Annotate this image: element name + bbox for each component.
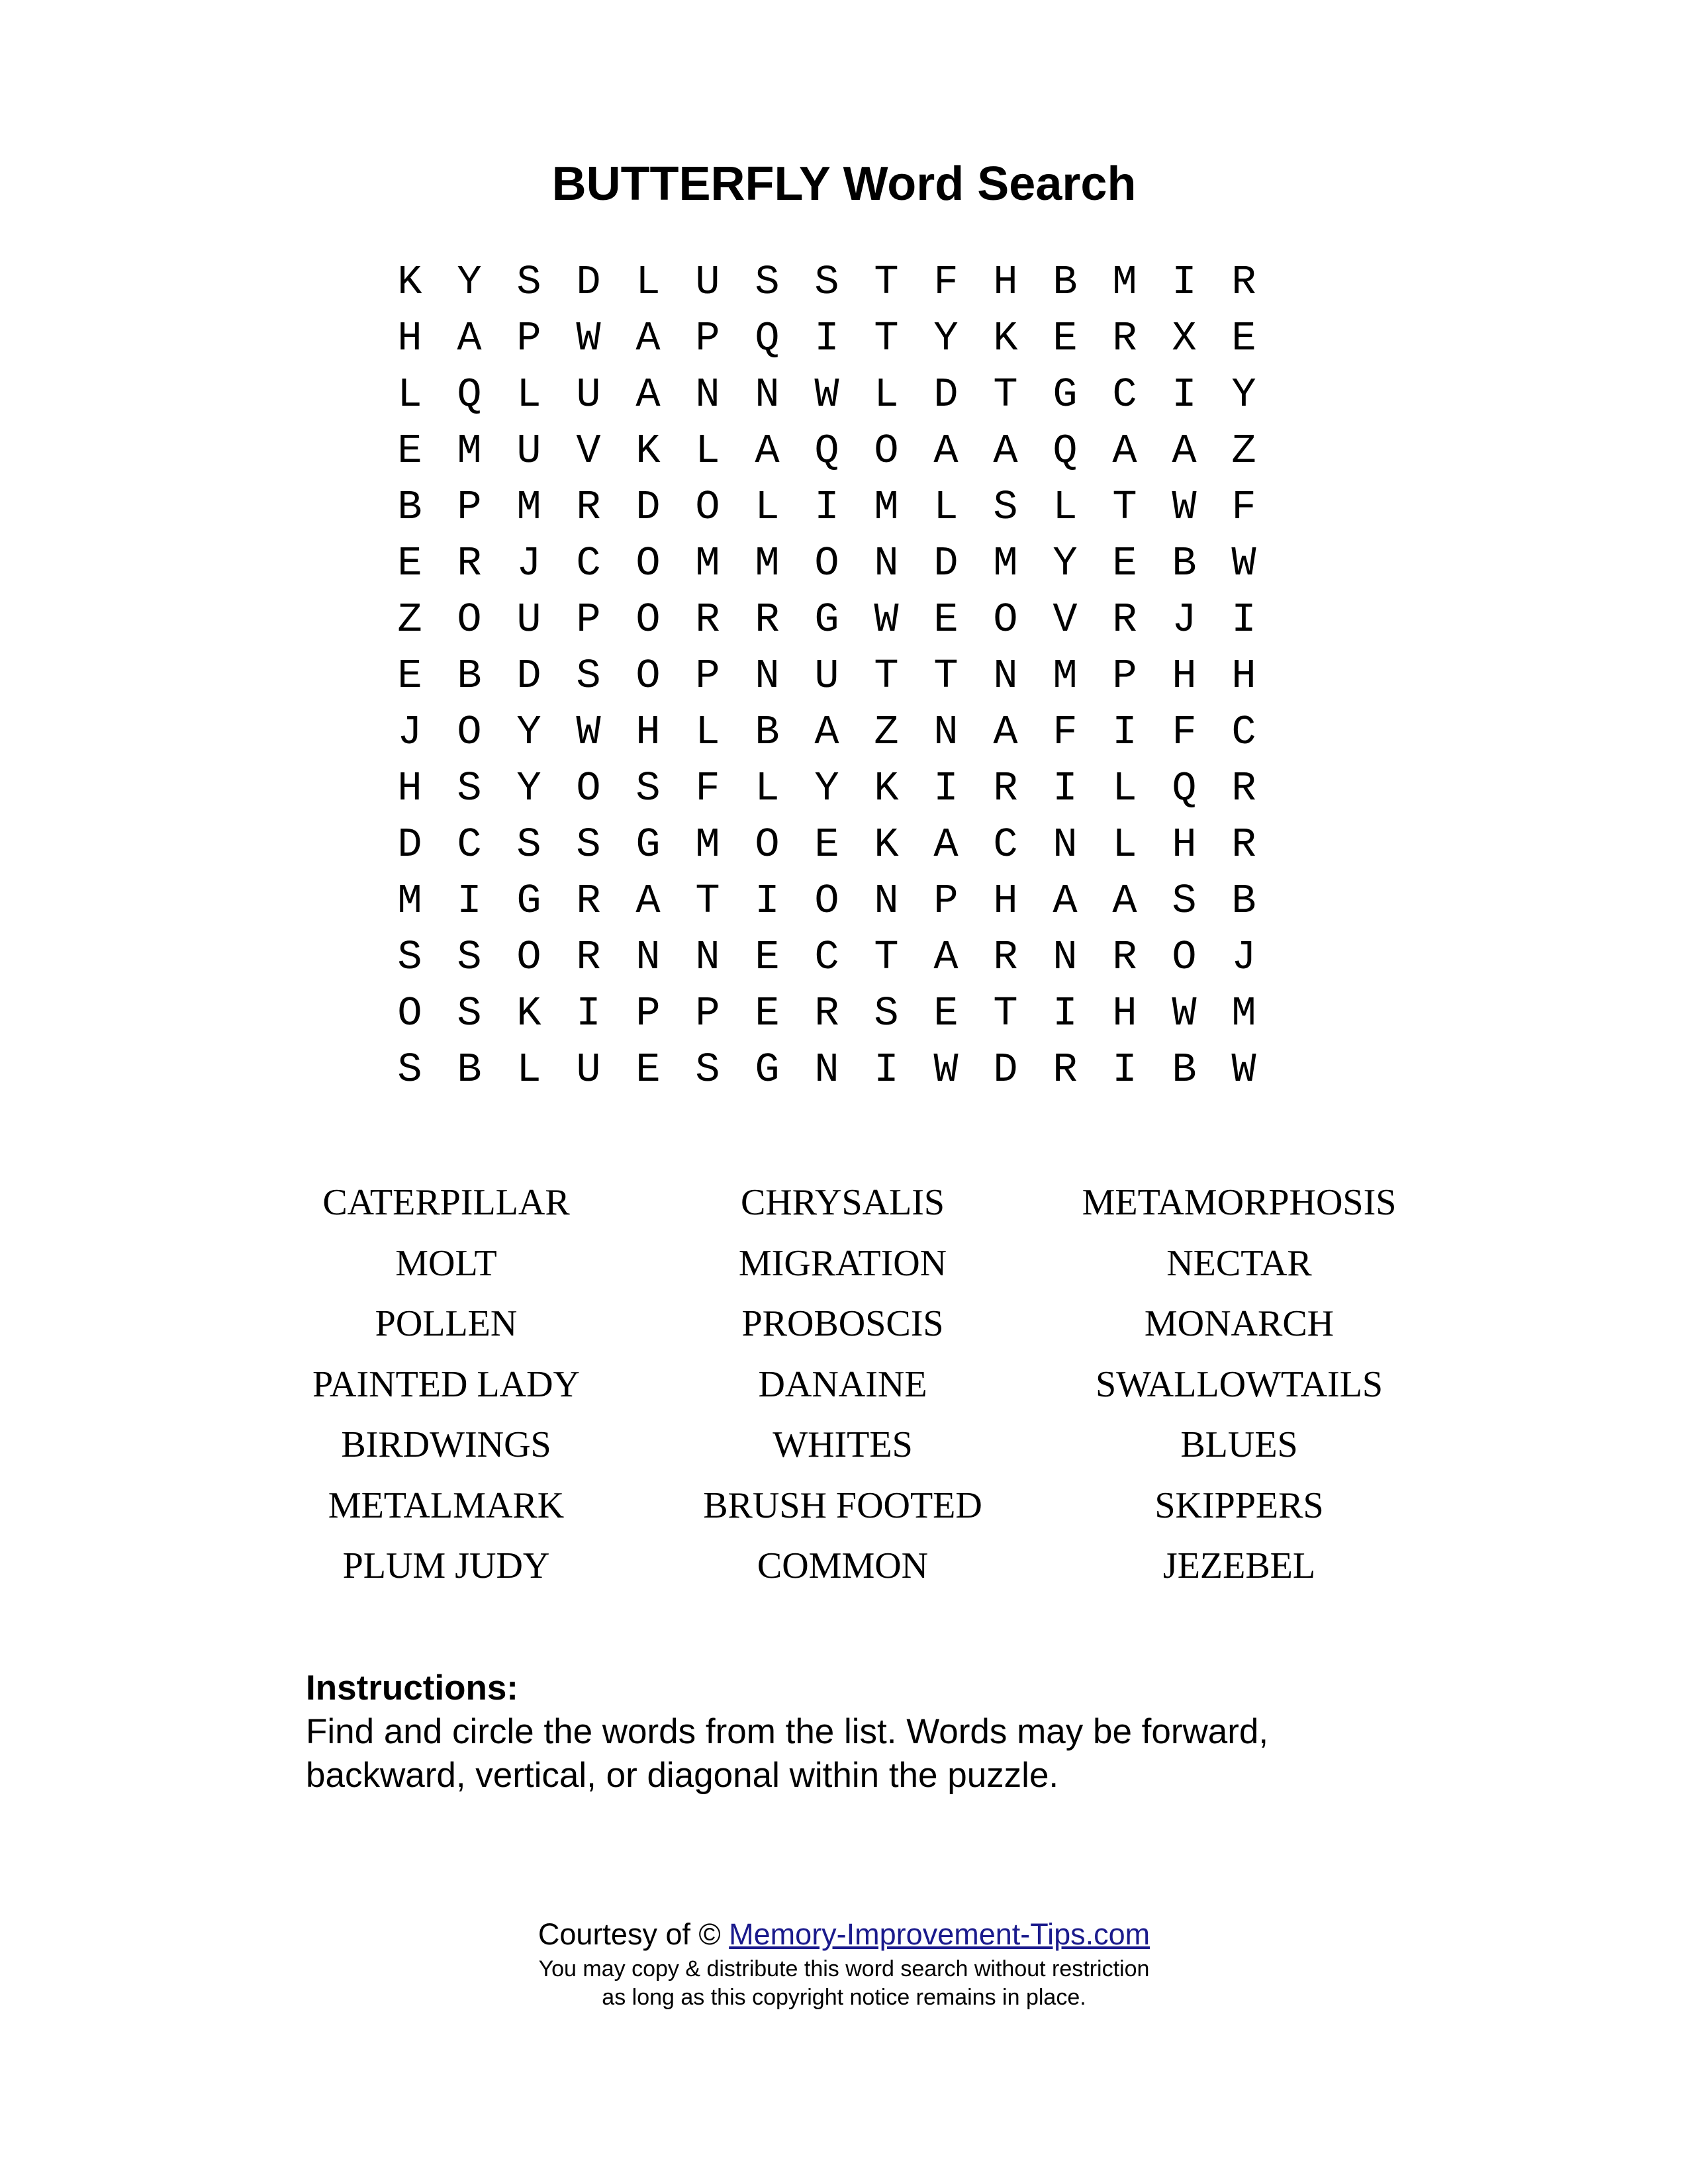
- grid-letter[interactable]: A: [993, 428, 1018, 475]
- grid-letter[interactable]: M: [397, 878, 422, 925]
- grid-letter[interactable]: L: [1112, 765, 1137, 812]
- grid-letter[interactable]: S: [1172, 878, 1197, 925]
- grid-letter[interactable]: E: [397, 428, 422, 475]
- grid-letter[interactable]: O: [635, 540, 661, 587]
- grid-letter[interactable]: H: [1172, 653, 1197, 700]
- grid-letter[interactable]: H: [993, 259, 1018, 306]
- grid-row: [380, 929, 1552, 985]
- grid-letter[interactable]: I: [933, 765, 959, 812]
- grid-letter[interactable]: G: [1053, 371, 1078, 418]
- grid-letter[interactable]: B: [1172, 1046, 1197, 1093]
- grid-letter[interactable]: M: [1112, 259, 1137, 306]
- grid-letter[interactable]: S: [457, 934, 482, 981]
- grid-letter[interactable]: S: [397, 934, 422, 981]
- instructions: [306, 1666, 1431, 1797]
- grid-letter[interactable]: G: [635, 821, 661, 868]
- grid-letter[interactable]: O: [516, 934, 541, 981]
- grid-letter[interactable]: B: [1172, 540, 1197, 587]
- word-list-item: BIRDWINGS: [341, 1424, 551, 1465]
- grid-letter[interactable]: O: [635, 653, 661, 700]
- grid-letter[interactable]: A: [755, 428, 780, 475]
- grid-letter[interactable]: N: [755, 371, 780, 418]
- grid-letter[interactable]: F: [1172, 709, 1197, 756]
- word-list-item: PROBOSCIS: [741, 1303, 944, 1344]
- grid-letter[interactable]: C: [1231, 709, 1256, 756]
- grid-letter[interactable]: R: [814, 990, 839, 1037]
- grid-letter[interactable]: E: [933, 596, 959, 643]
- grid-letter[interactable]: R: [1231, 259, 1256, 306]
- grid-letter[interactable]: J: [397, 709, 422, 756]
- grid-letter[interactable]: P: [695, 653, 720, 700]
- grid-letter[interactable]: P: [516, 315, 541, 362]
- grid-letter[interactable]: A: [814, 709, 839, 756]
- word-list-item: CHRYSALIS: [740, 1182, 945, 1223]
- grid-letter[interactable]: K: [874, 765, 899, 812]
- grid-letter[interactable]: F: [695, 765, 720, 812]
- grid-letter[interactable]: P: [695, 315, 720, 362]
- word-list-item: PLUM JUDY: [342, 1545, 550, 1586]
- grid-letter[interactable]: L: [1112, 821, 1137, 868]
- grid-letter[interactable]: P: [457, 484, 482, 531]
- grid-letter[interactable]: K: [993, 315, 1018, 362]
- grid-letter[interactable]: S: [755, 259, 780, 306]
- grid-letter[interactable]: U: [814, 653, 839, 700]
- grid-letter[interactable]: T: [1112, 484, 1137, 531]
- grid-letter[interactable]: Q: [457, 371, 482, 418]
- grid-letter[interactable]: M: [993, 540, 1018, 587]
- grid-letter[interactable]: E: [1112, 540, 1137, 587]
- grid-letter[interactable]: R: [1112, 934, 1137, 981]
- grid-letter[interactable]: L: [755, 765, 780, 812]
- grid-letter[interactable]: L: [874, 371, 899, 418]
- grid-letter[interactable]: L: [1053, 484, 1078, 531]
- grid-letter[interactable]: D: [516, 653, 541, 700]
- grid-letter[interactable]: D: [933, 371, 959, 418]
- grid-row: [380, 704, 1552, 760]
- grid-letter[interactable]: A: [1053, 878, 1078, 925]
- grid-letter[interactable]: U: [576, 1046, 601, 1093]
- grid-letter[interactable]: Y: [457, 259, 482, 306]
- grid-letter[interactable]: D: [397, 821, 422, 868]
- grid-letter[interactable]: N: [755, 653, 780, 700]
- word-list-item: POLLEN: [375, 1303, 518, 1344]
- word-list-item: DANAINE: [758, 1363, 927, 1405]
- grid-row: [380, 817, 1552, 873]
- grid-letter[interactable]: I: [814, 315, 839, 362]
- grid-letter[interactable]: Z: [874, 709, 899, 756]
- grid-letter[interactable]: W: [874, 596, 899, 643]
- grid-letter[interactable]: C: [457, 821, 482, 868]
- grid-letter[interactable]: C: [814, 934, 839, 981]
- grid-letter[interactable]: O: [397, 990, 422, 1037]
- grid-letter[interactable]: M: [755, 540, 780, 587]
- grid-letter[interactable]: A: [635, 315, 661, 362]
- grid-letter[interactable]: L: [516, 1046, 541, 1093]
- grid-letter[interactable]: A: [457, 315, 482, 362]
- word-list-item: JEZEBEL: [1162, 1545, 1316, 1586]
- grid-row: [380, 760, 1552, 817]
- copyright-notice-line-2: as long as this copyright notice remains in place.: [602, 1985, 1086, 2010]
- grid-letter[interactable]: W: [1172, 990, 1197, 1037]
- grid-letter[interactable]: I: [1172, 259, 1197, 306]
- grid-letter[interactable]: Z: [1231, 428, 1256, 475]
- word-list-row: [0, 1355, 1688, 1416]
- courtesy-line: [0, 1914, 1688, 1955]
- grid-letter[interactable]: V: [576, 428, 601, 475]
- grid-letter[interactable]: E: [814, 821, 839, 868]
- grid-letter[interactable]: F: [1231, 484, 1256, 531]
- grid-letter[interactable]: H: [1231, 653, 1256, 700]
- grid-letter[interactable]: S: [576, 653, 601, 700]
- grid-letter[interactable]: L: [695, 709, 720, 756]
- grid-letter[interactable]: Q: [814, 428, 839, 475]
- word-list-row: [0, 1476, 1688, 1537]
- grid-letter[interactable]: E: [397, 540, 422, 587]
- grid-letter[interactable]: I: [1112, 709, 1137, 756]
- grid-letter[interactable]: N: [933, 709, 959, 756]
- copyright-notice-line-1: You may copy & distribute this word search without restriction: [538, 1956, 1150, 1981]
- word-list-item: METALMARK: [328, 1484, 565, 1526]
- word-list-item: MOLT: [395, 1242, 497, 1284]
- grid-letter[interactable]: C: [576, 540, 601, 587]
- grid-letter[interactable]: B: [755, 709, 780, 756]
- grid-letter[interactable]: R: [576, 878, 601, 925]
- grid-letter[interactable]: D: [635, 484, 661, 531]
- grid-letter[interactable]: E: [1053, 315, 1078, 362]
- word-list-item: NECTAR: [1166, 1242, 1312, 1284]
- grid-letter[interactable]: R: [576, 484, 601, 531]
- grid-letter[interactable]: A: [993, 709, 1018, 756]
- grid-letter[interactable]: A: [933, 428, 959, 475]
- grid-letter[interactable]: E: [1231, 315, 1256, 362]
- word-list-item: SKIPPERS: [1154, 1484, 1324, 1526]
- grid-letter[interactable]: S: [516, 821, 541, 868]
- grid-letter[interactable]: R: [1112, 315, 1137, 362]
- grid-letter[interactable]: A: [1112, 428, 1137, 475]
- grid-letter[interactable]: B: [457, 1046, 482, 1093]
- grid-letter[interactable]: Z: [397, 596, 422, 643]
- grid-letter[interactable]: S: [993, 484, 1018, 531]
- grid-letter[interactable]: S: [397, 1046, 422, 1093]
- grid-letter[interactable]: W: [576, 315, 601, 362]
- word-list-item: SWALLOWTAILS: [1095, 1363, 1383, 1405]
- grid-letter[interactable]: H: [397, 765, 422, 812]
- grid-letter[interactable]: T: [695, 878, 720, 925]
- grid-letter[interactable]: T: [874, 315, 899, 362]
- grid-row: [380, 873, 1552, 929]
- grid-letter[interactable]: E: [755, 934, 780, 981]
- word-list-item: BLUES: [1180, 1424, 1298, 1465]
- grid-letter[interactable]: A: [933, 821, 959, 868]
- grid-letter[interactable]: A: [1172, 428, 1197, 475]
- grid-letter[interactable]: L: [635, 259, 661, 306]
- grid-letter[interactable]: C: [993, 821, 1018, 868]
- word-list-item: BRUSH FOOTED: [703, 1484, 982, 1526]
- grid-letter[interactable]: H: [1172, 821, 1197, 868]
- grid-letter[interactable]: Y: [516, 765, 541, 812]
- grid-letter[interactable]: S: [576, 821, 601, 868]
- grid-letter[interactable]: T: [993, 990, 1018, 1037]
- grid-row: [380, 423, 1552, 479]
- grid-letter[interactable]: M: [695, 540, 720, 587]
- grid-letter[interactable]: O: [993, 596, 1018, 643]
- grid-letter[interactable]: Y: [814, 765, 839, 812]
- grid-letter[interactable]: Y: [516, 709, 541, 756]
- grid-letter[interactable]: L: [516, 371, 541, 418]
- grid-letter[interactable]: Q: [1053, 428, 1078, 475]
- grid-letter[interactable]: F: [1053, 709, 1078, 756]
- word-list-item: WHITES: [773, 1424, 913, 1465]
- grid-letter[interactable]: I: [1231, 596, 1256, 643]
- grid-letter[interactable]: Q: [755, 315, 780, 362]
- grid-letter[interactable]: N: [874, 540, 899, 587]
- grid-letter[interactable]: T: [874, 934, 899, 981]
- grid-letter[interactable]: G: [755, 1046, 780, 1093]
- courtesy-prefix: Courtesy of ©: [538, 1917, 721, 1951]
- grid-letter[interactable]: J: [1231, 934, 1256, 981]
- grid-letter[interactable]: S: [457, 990, 482, 1037]
- grid-letter[interactable]: O: [814, 878, 839, 925]
- grid-letter[interactable]: P: [576, 596, 601, 643]
- grid-letter[interactable]: M: [516, 484, 541, 531]
- grid-letter[interactable]: I: [1112, 1046, 1137, 1093]
- grid-letter[interactable]: E: [755, 990, 780, 1037]
- grid-letter[interactable]: M: [1053, 653, 1078, 700]
- grid-letter[interactable]: R: [993, 934, 1018, 981]
- instructions-body: Find and circle the words from the list. Words may be forward, backward, vertical, or diagonal within the puzzle.: [306, 1712, 1269, 1795]
- grid-letter[interactable]: N: [695, 371, 720, 418]
- grid-letter[interactable]: I: [814, 484, 839, 531]
- grid-letter[interactable]: I: [1053, 765, 1078, 812]
- page-title: BUTTERFLY Word Search: [551, 158, 1137, 210]
- grid-letter[interactable]: A: [933, 934, 959, 981]
- word-list-item: METAMORPHOSIS: [1082, 1182, 1397, 1223]
- grid-letter[interactable]: I: [457, 878, 482, 925]
- grid-letter[interactable]: H: [397, 315, 422, 362]
- grid-letter[interactable]: K: [397, 259, 422, 306]
- grid-letter[interactable]: T: [993, 371, 1018, 418]
- grid-letter[interactable]: L: [397, 371, 422, 418]
- grid-letter[interactable]: M: [457, 428, 482, 475]
- grid-letter[interactable]: W: [1231, 540, 1256, 587]
- grid-letter[interactable]: N: [993, 653, 1018, 700]
- grid-letter[interactable]: T: [874, 653, 899, 700]
- grid-letter[interactable]: L: [755, 484, 780, 531]
- grid-letter[interactable]: K: [874, 821, 899, 868]
- grid-row: [380, 648, 1552, 704]
- grid-letter[interactable]: X: [1172, 315, 1197, 362]
- grid-row: [380, 479, 1552, 535]
- word-list-item: COMMON: [757, 1545, 929, 1586]
- grid-letter[interactable]: M: [1231, 990, 1256, 1037]
- grid-letter[interactable]: U: [576, 371, 601, 418]
- grid-letter[interactable]: B: [457, 653, 482, 700]
- grid-letter[interactable]: V: [1053, 596, 1078, 643]
- grid-letter[interactable]: L: [933, 484, 959, 531]
- grid-letter[interactable]: J: [516, 540, 541, 587]
- grid-row: [380, 254, 1552, 310]
- grid-letter[interactable]: U: [695, 259, 720, 306]
- grid-letter[interactable]: I: [755, 878, 780, 925]
- grid-letter[interactable]: Y: [933, 315, 959, 362]
- grid-letter[interactable]: K: [635, 428, 661, 475]
- grid-letter[interactable]: B: [1231, 878, 1256, 925]
- grid-letter[interactable]: P: [933, 878, 959, 925]
- grid-letter[interactable]: O: [576, 765, 601, 812]
- grid-letter[interactable]: U: [516, 596, 541, 643]
- grid-letter[interactable]: P: [635, 990, 661, 1037]
- instructions-heading: Instructions:: [306, 1668, 518, 1707]
- grid-letter[interactable]: R: [695, 596, 720, 643]
- grid-letter[interactable]: T: [933, 653, 959, 700]
- grid-letter[interactable]: O: [874, 428, 899, 475]
- grid-letter[interactable]: O: [755, 821, 780, 868]
- grid-letter[interactable]: R: [755, 596, 780, 643]
- word-list-item: PAINTED LADY: [312, 1363, 580, 1405]
- word-list-item: MIGRATION: [738, 1242, 947, 1284]
- grid-letter[interactable]: P: [1112, 653, 1137, 700]
- footer: [0, 1914, 1688, 2012]
- grid-letter[interactable]: D: [933, 540, 959, 587]
- grid-letter[interactable]: E: [635, 1046, 661, 1093]
- grid-letter[interactable]: R: [993, 765, 1018, 812]
- grid-letter[interactable]: R: [1053, 1046, 1078, 1093]
- word-list-item: MONARCH: [1144, 1303, 1335, 1344]
- word-list-row: [0, 1173, 1688, 1234]
- grid-letter[interactable]: W: [933, 1046, 959, 1093]
- grid-letter[interactable]: W: [1172, 484, 1197, 531]
- grid-letter[interactable]: A: [635, 371, 661, 418]
- grid-letter[interactable]: H: [993, 878, 1018, 925]
- grid-letter[interactable]: F: [933, 259, 959, 306]
- grid-letter[interactable]: O: [695, 484, 720, 531]
- grid-row: [380, 367, 1552, 423]
- grid-letter[interactable]: U: [516, 428, 541, 475]
- grid-letter[interactable]: R: [1231, 821, 1256, 868]
- grid-letter[interactable]: Y: [1053, 540, 1078, 587]
- grid-letter[interactable]: W: [576, 709, 601, 756]
- puzzle-grid: [380, 254, 1552, 1098]
- grid-letter[interactable]: M: [695, 821, 720, 868]
- grid-letter[interactable]: N: [1053, 821, 1078, 868]
- grid-letter[interactable]: G: [516, 878, 541, 925]
- grid-letter[interactable]: R: [576, 934, 601, 981]
- grid-letter[interactable]: H: [635, 709, 661, 756]
- grid-letter[interactable]: W: [814, 371, 839, 418]
- grid-letter[interactable]: N: [814, 1046, 839, 1093]
- grid-letter[interactable]: S: [457, 765, 482, 812]
- grid-letter[interactable]: I: [1053, 990, 1078, 1037]
- website-link[interactable]: Memory-Improvement-Tips.com: [729, 1917, 1150, 1951]
- grid-letter[interactable]: I: [1172, 371, 1197, 418]
- grid-letter[interactable]: Q: [1172, 765, 1197, 812]
- word-list-row: [0, 1294, 1688, 1355]
- grid-letter[interactable]: J: [1172, 596, 1197, 643]
- grid-letter[interactable]: O: [1172, 934, 1197, 981]
- grid-letter[interactable]: I: [576, 990, 601, 1037]
- grid-letter[interactable]: M: [874, 484, 899, 531]
- grid-row: [380, 310, 1552, 367]
- grid-letter[interactable]: I: [874, 1046, 899, 1093]
- grid-letter[interactable]: L: [695, 428, 720, 475]
- grid-letter[interactable]: N: [874, 878, 899, 925]
- grid-letter[interactable]: A: [635, 878, 661, 925]
- grid-letter[interactable]: S: [516, 259, 541, 306]
- grid-letter[interactable]: R: [1231, 765, 1256, 812]
- grid-row: [380, 592, 1552, 648]
- word-list-row: [0, 1234, 1688, 1295]
- grid-row: [380, 535, 1552, 592]
- grid-letter[interactable]: O: [814, 540, 839, 587]
- grid-letter[interactable]: R: [457, 540, 482, 587]
- word-list-row: [0, 1536, 1688, 1597]
- grid-letter[interactable]: N: [1053, 934, 1078, 981]
- grid-letter[interactable]: E: [397, 653, 422, 700]
- word-list: [0, 1173, 1688, 1597]
- grid-letter[interactable]: N: [695, 934, 720, 981]
- grid-letter[interactable]: D: [993, 1046, 1018, 1093]
- grid-letter[interactable]: C: [1112, 371, 1137, 418]
- grid-letter[interactable]: O: [457, 596, 482, 643]
- grid-letter[interactable]: R: [1112, 596, 1137, 643]
- grid-letter[interactable]: K: [516, 990, 541, 1037]
- grid-row: [380, 985, 1552, 1042]
- grid-letter[interactable]: B: [1053, 259, 1078, 306]
- grid-letter[interactable]: H: [1112, 990, 1137, 1037]
- grid-letter[interactable]: T: [874, 259, 899, 306]
- word-list-row: [0, 1415, 1688, 1476]
- word-list-item: CATERPILLAR: [322, 1182, 570, 1223]
- grid-letter[interactable]: B: [397, 484, 422, 531]
- grid-letter[interactable]: O: [457, 709, 482, 756]
- grid-letter[interactable]: S: [874, 990, 899, 1037]
- grid-letter[interactable]: A: [1112, 878, 1137, 925]
- grid-letter[interactable]: N: [635, 934, 661, 981]
- grid-letter[interactable]: Y: [1231, 371, 1256, 418]
- grid-letter[interactable]: P: [695, 990, 720, 1037]
- grid-letter[interactable]: O: [635, 596, 661, 643]
- grid-letter[interactable]: W: [1231, 1046, 1256, 1093]
- grid-letter[interactable]: S: [635, 765, 661, 812]
- grid-letter[interactable]: D: [576, 259, 601, 306]
- grid-letter[interactable]: S: [695, 1046, 720, 1093]
- grid-letter[interactable]: G: [814, 596, 839, 643]
- grid-letter[interactable]: S: [814, 259, 839, 306]
- grid-row: [380, 1042, 1552, 1098]
- grid-letter[interactable]: E: [933, 990, 959, 1037]
